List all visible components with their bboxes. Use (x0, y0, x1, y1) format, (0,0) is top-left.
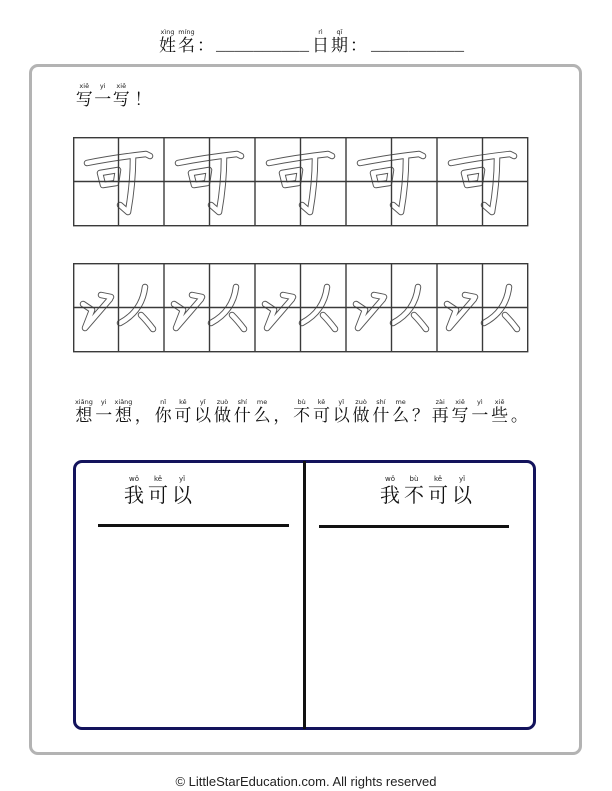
hanzi: 做 (213, 406, 231, 426)
hanzi: 以 (452, 483, 472, 507)
prompt-sentence (74, 398, 529, 426)
pinyin: yì (477, 398, 483, 406)
ruby-char (490, 398, 510, 426)
cannot-writing-line (319, 525, 509, 528)
hanzi: 期 (331, 36, 348, 56)
pinyin: me (395, 398, 406, 406)
pinyin: zuò (355, 398, 367, 406)
ruby-char (378, 474, 402, 506)
ruby-char (402, 474, 426, 506)
ruby-char (153, 398, 173, 426)
ruby-char (391, 398, 411, 426)
hanzi: 一 (94, 90, 112, 110)
ruby-char (146, 474, 170, 506)
ruby-char (75, 82, 94, 110)
ruby-char (213, 398, 233, 426)
pinyin: shí (237, 398, 247, 406)
ruby-char (331, 398, 351, 426)
date-colon: ： (350, 36, 367, 56)
ruby-char (450, 474, 474, 506)
hanzi: 么 (392, 406, 410, 426)
ruby-char (272, 398, 292, 426)
pinyin: xiě (455, 398, 465, 406)
ruby-char (252, 398, 272, 426)
ruby-char (158, 28, 177, 56)
date-blank-line: __________ (371, 37, 465, 55)
hanzi: 可 (428, 483, 448, 507)
pinyin: wǒ (128, 475, 139, 483)
hanzi: 以 (194, 406, 212, 426)
pinyin: kě (179, 398, 187, 406)
hanzi: 再 (431, 406, 449, 426)
hanzi: 写 (112, 90, 130, 110)
ruby-char (371, 398, 391, 426)
hanzi: 些 (491, 406, 509, 426)
hanzi: 日 (312, 36, 329, 56)
can-column-title (122, 474, 194, 506)
pinyin: bù (297, 398, 306, 406)
exclamation: ！ (134, 90, 152, 110)
ruby-char (430, 398, 450, 426)
copyright-footer: © LittleStarEducation.com. All rights reserved (175, 774, 437, 789)
name-colon: ： (197, 36, 214, 56)
pinyin: nǐ (160, 398, 167, 406)
ruby-char (173, 398, 193, 426)
pinyin: yǐ (458, 475, 466, 483)
hanzi: 一 (471, 406, 489, 426)
hanzi: 不 (404, 483, 424, 507)
hanzi: 么 (253, 406, 271, 426)
ruby-char (112, 82, 131, 110)
ruby-char (170, 474, 194, 506)
hanzi: 我 (124, 483, 144, 507)
hanzi: 什 (372, 406, 390, 426)
ruby-char (94, 398, 114, 426)
tracing-row-ke (73, 137, 529, 227)
ruby-char (133, 398, 153, 426)
hanzi: ， (273, 406, 291, 426)
ruby-char (122, 474, 146, 506)
can-writing-line (98, 524, 289, 527)
pinyin: rì (318, 28, 323, 36)
hanzi: 。 (510, 406, 528, 426)
hanzi: 姓 (159, 36, 176, 56)
pinyin: shí (376, 398, 386, 406)
ruby-char (411, 398, 431, 426)
pinyin: zuò (216, 398, 229, 406)
ruby-char (426, 474, 450, 506)
hanzi: 做 (352, 406, 370, 426)
hanzi: 一 (95, 406, 113, 426)
hanzi: 以 (332, 406, 350, 426)
pinyin: qī (336, 28, 343, 36)
ruby-char (330, 28, 349, 56)
name-label (158, 28, 196, 56)
hanzi: 想 (114, 406, 132, 426)
hanzi: 什 (233, 406, 251, 426)
pinyin: wǒ (384, 475, 395, 483)
pinyin: xiǎng (74, 398, 93, 406)
hanzi: 可 (148, 483, 168, 507)
pinyin: xiě (79, 82, 90, 90)
name-blank-line: __________ (216, 37, 310, 55)
grid-lines (73, 263, 528, 352)
hanzi: 我 (380, 483, 400, 507)
pinyin: míng (178, 28, 195, 36)
pinyin: kě (317, 398, 326, 406)
pinyin: xìng (160, 28, 175, 36)
column-divider (303, 461, 306, 729)
section-title-write (75, 82, 152, 110)
grid-lines (73, 137, 528, 226)
pinyin: xiǎng (114, 398, 133, 406)
hanzi: 写 (451, 406, 469, 426)
pinyin: zài (435, 398, 445, 406)
hanzi: 以 (172, 483, 192, 507)
pinyin: xiē (494, 398, 505, 406)
ruby-char (351, 398, 371, 426)
cannot-column-title (378, 474, 474, 506)
pinyin: yi (99, 82, 106, 90)
hanzi: 可 (174, 406, 192, 426)
pinyin: kě (433, 475, 443, 483)
pinyin: yi (100, 398, 107, 406)
date-label (311, 28, 349, 56)
pinyin: yǐ (338, 398, 345, 406)
pinyin: yǐ (178, 475, 186, 483)
ruby-char (94, 82, 113, 110)
ruby-char (232, 398, 252, 426)
hanzi: ， (134, 406, 152, 426)
hanzi: 不 (293, 406, 311, 426)
hanzi: 写 (75, 90, 93, 110)
ruby-char (74, 398, 94, 426)
ruby-char (312, 398, 332, 426)
hanzi: 你 (154, 406, 172, 426)
ruby-char (510, 398, 530, 426)
tracing-row-yi (73, 263, 529, 353)
hanzi: 名 (178, 36, 195, 56)
pinyin: bù (409, 475, 419, 483)
ruby-char (292, 398, 312, 426)
hanzi: 想 (75, 406, 93, 426)
pinyin: kě (153, 475, 163, 483)
ruby-char (177, 28, 196, 56)
ruby-char (470, 398, 490, 426)
pinyin: yǐ (199, 398, 206, 406)
ruby-char (114, 398, 134, 426)
pinyin: me (256, 398, 268, 406)
hanzi: 可 (312, 406, 330, 426)
hanzi: ？ (411, 406, 429, 426)
pinyin: xiě (116, 82, 127, 90)
ruby-char (450, 398, 470, 426)
ruby-char (311, 28, 330, 56)
ruby-char (193, 398, 213, 426)
